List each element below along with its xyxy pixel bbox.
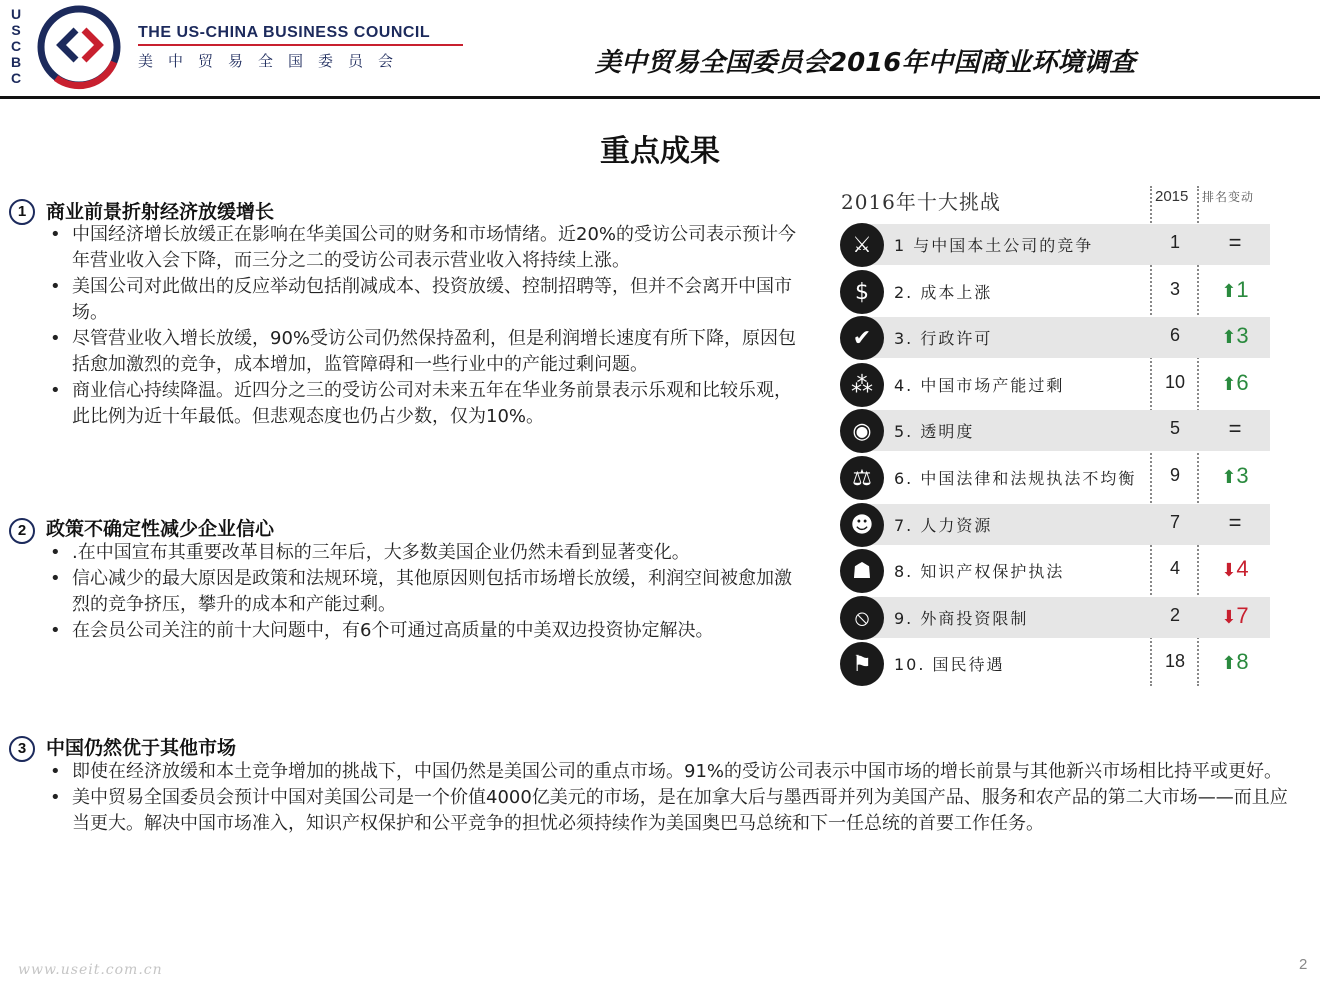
- rank-change-value: 7: [1236, 603, 1249, 628]
- watermark: www.useit.com.cn: [18, 962, 163, 978]
- challenges-table-title: 2016年十大挑战: [841, 190, 1001, 214]
- org-name-cn: 美中贸易全国委员会: [138, 52, 409, 70]
- challenge-label: 4. 中国市场产能过剩: [894, 376, 1065, 395]
- rank-change-value: 3: [1236, 463, 1249, 488]
- rank-2015: 3: [1169, 279, 1180, 299]
- eye-icon: ◉: [840, 409, 884, 453]
- bullet-item: • 美国公司对此做出的反应举动包括削减成本、投资放缓、控制招聘等，但并不会离开中国市场。: [46, 274, 806, 326]
- arrow-up-icon: ⬆: [1221, 327, 1237, 347]
- arrow-up-icon: ⬆: [1221, 467, 1237, 487]
- challenge-label: 1 与中国本土公司的竞争: [894, 236, 1094, 255]
- rank-2015: 2: [1169, 605, 1180, 625]
- head-brain-icon: ☗: [840, 549, 884, 593]
- arrow-down-icon: ⬇: [1221, 560, 1237, 580]
- rank-change-value: 3: [1236, 323, 1249, 348]
- rank-change-value: 6: [1236, 370, 1249, 395]
- bullet-item: • 美中贸易全国委员会预计中国对美国公司是一个价值4000亿美元的市场，是在加拿大后与墨西哥并列为美国产品、服务和农产品的第二大市场——而且应当更大。解决中国市场准入，知识产权保护和公平竞争的担忧必须持续作为美国奥巴马总统和下一任总统的首要工作任务。: [46, 785, 1296, 837]
- checkmark-icon: ✔: [840, 316, 884, 360]
- challenge-label: 7. 人力资源: [894, 516, 993, 535]
- logo-vertical-text: U S C B C: [10, 6, 22, 86]
- document-title: 美中贸易全国委员会2016年中国商业环境调查: [595, 48, 1136, 78]
- column-header-2015: 2015: [1155, 188, 1189, 205]
- rank-2015: 9: [1169, 465, 1180, 485]
- rank-change-value: 4: [1236, 556, 1249, 581]
- rank-change-value: 1: [1236, 277, 1249, 302]
- section-title-3: 中国仍然优于其他市场: [46, 737, 237, 759]
- rank-2015: 1: [1169, 232, 1180, 252]
- rank-change-value: 8: [1236, 649, 1249, 674]
- challenge-label: 3. 行政许可: [894, 329, 993, 348]
- rank-change: [1205, 277, 1265, 303]
- rank-change: [1205, 603, 1265, 629]
- rank-change-value: =: [1228, 510, 1242, 535]
- org-divider: [138, 44, 463, 46]
- rank-2015: 10: [1164, 372, 1186, 392]
- section-3-bullets: [46, 759, 1296, 837]
- rank-change: [1205, 510, 1265, 536]
- page-number: 2: [1299, 956, 1308, 973]
- bullet-item: • 尽管营业收入增长放缓，90%受访公司仍然保持盈利，但是利润增长速度有所下降，原因包括愈加激烈的竞争，成本增加，监管障碍和一些行业中的产能过剩问题。: [46, 326, 806, 378]
- section-number-2: 2: [9, 518, 35, 544]
- section-title-1: 商业前景折射经济放缓增长: [46, 201, 275, 223]
- arrow-down-icon: ⬇: [1221, 607, 1237, 627]
- overcapacity-icon: ⁂: [840, 363, 884, 407]
- challenge-label: 9. 外商投资限制: [894, 609, 1029, 628]
- challenge-label: 2. 成本上涨: [894, 283, 993, 302]
- rank-change-value: =: [1228, 416, 1242, 441]
- uscbc-logo-icon: [34, 2, 124, 92]
- bullet-item: • 中国经济增长放缓正在影响在华美国公司的财务和市场情绪。近20%的受访公司表示预计今年营业收入会下降，而三分之二的受访公司表示营业收入将持续上涨。: [46, 222, 806, 274]
- challenge-label: 8. 知识产权保护执法: [894, 562, 1065, 581]
- section-number-3: 3: [9, 736, 35, 762]
- section-title-2: 政策不确定性减少企业信心: [46, 518, 275, 540]
- rank-change-value: =: [1228, 230, 1242, 255]
- bullet-item: • 信心减少的最大原因是政策和法规环境，其他原因则包括市场增长放缓，利润空间被愈加激烈的竞争挤压，攀升的成本和产能过剩。: [46, 566, 806, 618]
- bullet-item: • .在中国宣布其重要改革目标的三年后，大多数美国企业仍然未看到显著变化。: [46, 540, 806, 566]
- bullet-item: • 商业信心持续降温。近四分之三的受访公司对未来五年在华业务前景表示乐观和比较乐观，此比例为近十年最低。但悲观态度也仍占少数，仅为10%。: [46, 378, 806, 430]
- section-1-bullets: [46, 222, 806, 430]
- rank-2015: 6: [1169, 325, 1180, 345]
- rank-change: [1205, 416, 1265, 442]
- bullet-item: • 即使在经济放缓和本土竞争增加的挑战下，中国仍然是美国公司的重点市场。91%的受访公司表示中国市场的增长前景与其他新兴市场相比持平或更好。: [46, 759, 1296, 785]
- arrow-up-icon: ⬆: [1221, 374, 1237, 394]
- challenge-label: 6. 中国法律和法规执法不均衡: [894, 469, 1137, 488]
- rank-change: [1205, 323, 1265, 349]
- people-icon: ☻: [840, 503, 884, 547]
- page-heading: 重点成果: [600, 134, 720, 169]
- section-number-1: 1: [9, 199, 35, 225]
- rank-2015: 5: [1169, 418, 1180, 438]
- org-name-en: THE US-CHINA BUSINESS COUNCIL: [138, 24, 431, 41]
- challenge-label: 5. 透明度: [894, 422, 975, 441]
- column-header-change: 排名变动: [1202, 190, 1255, 204]
- rank-2015: 7: [1169, 512, 1180, 532]
- section-2-bullets: [46, 540, 806, 644]
- rank-change: [1205, 649, 1265, 675]
- china-flag-icon: ⚑: [840, 642, 884, 686]
- rank-change: [1205, 370, 1265, 396]
- prohibited-icon: ⦸: [840, 596, 884, 640]
- arrow-up-icon: ⬆: [1221, 281, 1237, 301]
- rank-2015: 4: [1169, 558, 1180, 578]
- rank-change: [1205, 556, 1265, 582]
- rank-change: [1205, 463, 1265, 489]
- competition-icon: ⚔: [840, 223, 884, 267]
- header-rule: [0, 96, 1320, 99]
- money-bag-icon: $: [840, 270, 884, 314]
- bullet-item: • 在会员公司关注的前十大问题中，有6个可通过高质量的中美双边投资协定解决。: [46, 618, 806, 644]
- rank-change: [1205, 230, 1265, 256]
- arrow-up-icon: ⬆: [1221, 653, 1237, 673]
- challenge-label: 10. 国民待遇: [894, 655, 1005, 674]
- scales-icon: ⚖: [840, 456, 884, 500]
- rank-2015: 18: [1164, 651, 1186, 671]
